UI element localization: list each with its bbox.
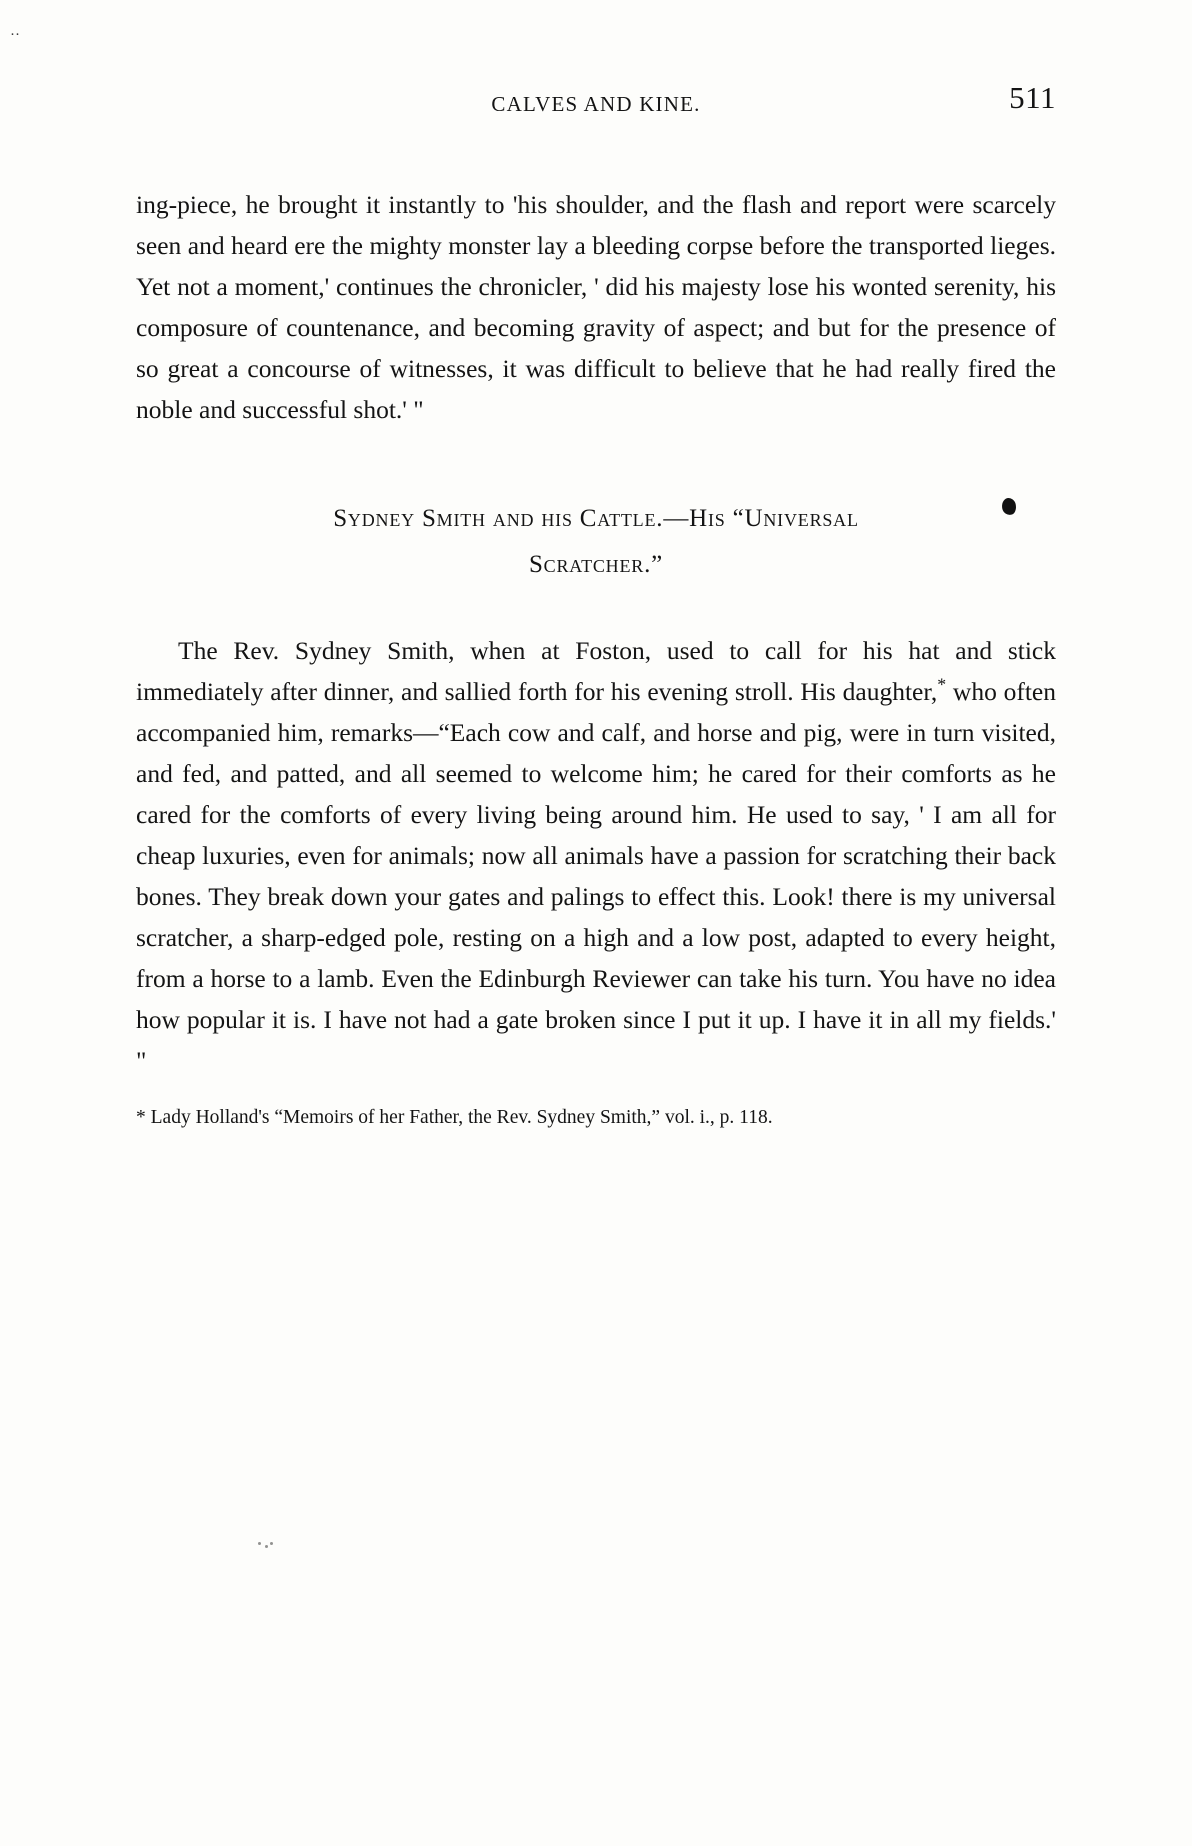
page-number: 511 — [1009, 80, 1056, 115]
section-heading-line-2: Scratcher.” — [528, 551, 664, 578]
paragraph-part-1: The Rev. Sydney Smith, when at Foston, used to call for his hat and stick immediately after dinner, and sallied forth for his evening stroll. His daughter, — [136, 636, 1056, 706]
page-content — [96, 80, 1096, 1133]
body-text-top — [136, 184, 1056, 430]
footnote — [136, 1103, 1056, 1133]
footnote-marker-inline: * — [937, 674, 947, 695]
page-edge-mark: ·· — [10, 27, 20, 43]
spacer-after-header — [96, 140, 1096, 184]
ink-smudge — [258, 1542, 274, 1550]
paragraph-continuation: ing-piece, he brought it instantly to 'his shoulder, and the flash and report were scarcely seen and heard ere the mighty monster lay a bleeding corpse before the transported lieges. Yet not a moment,' continues the chronicler, ' did his majesty lose his wonted serenity, his composure of countenance, and becoming gravity of aspect; and but for the presence of so great a concourse of witnesses, it was difficult to believe that he had really fired the noble and successful shot.' " — [136, 190, 1056, 424]
footnote-text: Lady Holland's “Memoirs of her Father, the Rev. Sydney Smith,” vol. i., p. 118. — [150, 1107, 773, 1128]
paragraph-sydney-smith — [136, 630, 1056, 1081]
spacer-before-heading — [96, 430, 1096, 496]
running-head: CALVES AND KINE. — [491, 92, 701, 116]
paragraph-part-2: who often accompanied him, remarks—“Each cow and calf, and horse and pig, were in turn visited, and fed, and patted, and all seemed to welcome him; he cared for their comforts as he cared for the comforts of every living being around him. He used to say, ' I am all for cheap luxuries, even for animals; now all animals have a passion for scratching their back bones. They break down your gates and palings to effect this. Look! there is my universal scratcher, a sharp-edged pole, resting on a high and a low post, adapted to every height, from a horse to a lamb. Even the Edinburgh Reviewer can take his turn. You have no idea how popular it is. I have not had a gate broken since I put it up. I have it in all my fields.' " — [136, 677, 1056, 1075]
spacer-after-heading — [96, 588, 1096, 630]
body-text-main — [136, 630, 1056, 1081]
page-header — [136, 80, 1056, 140]
section-heading — [136, 496, 1056, 588]
section-heading-line-1: Sydney Smith and his Cattle.—His “Universal — [333, 505, 859, 532]
footnote-marker: * — [136, 1107, 146, 1128]
